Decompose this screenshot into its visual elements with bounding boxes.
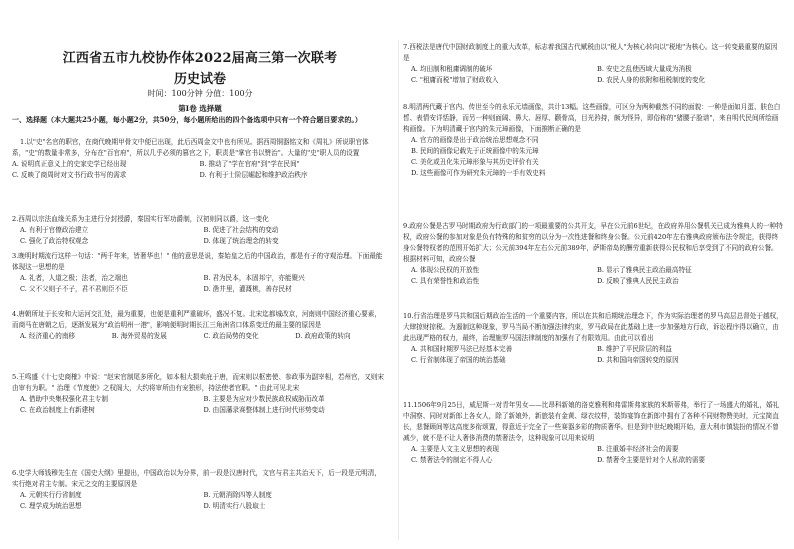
question-9 <box>403 221 783 287</box>
option-b[interactable]: B. 推动了"学在官府"到"学在民间" <box>199 160 300 168</box>
question-stem: 2.西周以宗法血缘关系为主进行分封授爵，秦国实行军功爵制，汉初则同以爵，这一变化 <box>12 215 269 223</box>
option-c[interactable]: C. 反映了商周时对文书行政书写的需求 <box>12 171 127 179</box>
option-b[interactable]: B. 显示了雅典民主政治最高特征 <box>597 266 692 274</box>
question-options <box>403 344 783 366</box>
question-stem: 6.史学大师钱穆先生在《国史大纲》里提出，中国政治以为分界，前一段是汉唐时代，文官与君主共治天下，后一段是元明清，实行绝对君主专制。宋元之交的主要原因是 <box>12 469 381 488</box>
option-a[interactable]: A. 主要是人文主义思想的表现 <box>411 445 499 453</box>
option-b[interactable]: B. 元朝消除四等人制度 <box>203 491 272 499</box>
option-a[interactable]: A. 有利于官僚政治建立 <box>20 226 89 234</box>
question-11 <box>403 400 783 466</box>
question-options <box>12 225 387 247</box>
option-b[interactable]: B. 安史之乱使西域大量成为消极 <box>597 65 692 73</box>
option-d[interactable]: D. 这些画像可作为研究朱元璋的一手有效史料 <box>411 169 546 177</box>
option-a[interactable]: A. 说明真正意义上的史家史学已经出现 <box>12 160 127 168</box>
option-a[interactable]: A. 借助中央集权强化君主专制 <box>20 395 108 403</box>
question-stem: 7.西税法是唐代中国财政制度上的重大改革，标志着我国古代赋税由以"税人"为核心转向以"税地"为核心。这一转变最重要的原因是 <box>403 43 778 62</box>
time-score-line: 时间：100分钟 分值：100分 <box>147 89 253 98</box>
question-options <box>12 490 387 512</box>
option-d[interactable]: D. 由国藩录赛整体制上进行时代形势变动 <box>203 406 325 414</box>
option-a[interactable]: A. 官方的画像是出于政治统治思想观念不同 <box>411 136 539 144</box>
question-stem: 10.行省治理是罗马共和国后期政治生活的一个重要内容，所以在共和后期统治理念下，作为实际治理者的罗马高层总督处于越权，大肆掠财掠税。为遏制这种现象，罗马当局不断加强法律约束，罗马政局在此基础上进一步加强地方行政，诉讼程序得以确立，由此出现严格的权力，最终，治理施罗马国法律制度的加强有了有限效用。由此可以看出 <box>403 312 783 342</box>
section-instructions: 一、选择题（本大题共25小题，每小题2分，共50分，每小题所给出的四个备选项中只有一个符合题目要求的。） <box>12 115 362 124</box>
question-options <box>403 64 783 86</box>
option-b[interactable]: B. 注重婚丰经济社会的需要 <box>597 445 679 453</box>
option-a[interactable]: A. 均田制和租庸调制的破坏 <box>411 65 493 73</box>
option-d[interactable]: D. 政府政策的转向 <box>295 332 351 340</box>
option-c[interactable]: C. 强化了政治特权观念 <box>20 237 89 245</box>
option-c[interactable]: C. 行省制体现了帝国的统治基础 <box>411 356 506 364</box>
question-options <box>403 444 783 466</box>
option-b[interactable]: B. 主要是为应对少数民族政权威胁而改革 <box>203 395 325 403</box>
question-stem: 4.唐朝所址于长安和大运河交汇处，最为重要，也便是重利严重破坏，盛况不复。北宋迄都城改京，河南则中国经济重心要素，而商马在唐朝之后，逐渐发展为"政治明州一港"，影响便明时期长江三角洲省口体系变迁的最主要的原因是 <box>12 310 381 329</box>
exam-title: 江西省五市九校协作体2022届高三第一次联考 <box>62 51 338 66</box>
option-c[interactable]: C. "租庸而税"增加了财政收入 <box>411 76 499 84</box>
question-stem: 9.政府公餐是古罗马时期政府为行政部门的一项最重要的公共开支，早在公元前6世纪，在政府养用公餐机关已成为雅典人的一种特权，政府公餐的参加对象是负有特殊的和贫穷的以分为一次性进餐和终身公餐。公元前420年左右雅典政府颁布法令规定，获得终身公餐特权者的范围开始扩大；公元前394年左右公元前389年，萨斯帝岛的酬劳重新获得公民权和后享受到了不同的政府公餐。根据材料可知，政府公餐 <box>403 222 783 263</box>
option-d[interactable]: D. 农民人身的依附和租税制度的变化 <box>597 76 706 84</box>
question-stem: 1.以"史"名官的职官，在商代晚期甲骨文中便已出现，此后西周金文中也有所见。据西周铜器铭文和《周礼》所说职官体系，"史"的数量非常多，分布在"百官府"，所以几乎必须的篡官之下，职责是"掌官书以赞治"。大量的"史"职人员的设置 <box>12 138 369 157</box>
question-4 <box>12 309 387 342</box>
question-options <box>403 265 783 287</box>
option-b[interactable]: B. 海外贸易的发展 <box>111 332 167 340</box>
question-options <box>12 331 387 342</box>
option-c[interactable]: C. 美化或丑化朱元璋形象与其历史评价有关 <box>411 158 539 166</box>
option-c[interactable]: C. 在政治制度上有新建树 <box>20 406 95 414</box>
question-2 <box>12 214 387 247</box>
option-b[interactable]: B. 民间的画像记载先于正统画像中的朱元璋 <box>411 147 539 155</box>
question-stem: 3.晚明时期流行这样一句话："两千年来，皆奢华也！" 他的意思是说，秦始皇之后的中国政治，都是有子的守观治理。下面最能体现这一思想的是 <box>12 252 383 271</box>
question-5 <box>12 372 387 416</box>
option-a[interactable]: A. 体现公民权的开放性 <box>411 266 480 274</box>
question-3 <box>12 251 387 295</box>
question-options <box>12 394 387 416</box>
option-a[interactable]: A. 礼者，人道之极；法者，治之端也 <box>20 274 128 282</box>
option-d[interactable]: D. 有利于士阶层崛起和维护政治秩序 <box>199 171 308 179</box>
option-d[interactable]: D. 体现了统治理念的转变 <box>203 237 279 245</box>
option-a[interactable]: A. 元朝实行行省制度 <box>20 491 82 499</box>
option-a[interactable]: A. 共和国时期罗马法已经基本完善 <box>411 345 513 353</box>
question-stem: 8.明清两代藏于宫内、传世至今的永乐元墙画像，共计13幅。这些画像，可区分为两种截然不同的面貌：一种是面如月蛋、肤色白皙、表情安详恬静，而另一种则面阔、鼻大、唇厚、颧骨高，目光矜持，颇为怪异，即俗称的"猪腰子脸谱"，来自明代民间所绘画构画像。下为明清藏于宫内的朱元璋画像，下面推断正确的是 <box>403 103 781 133</box>
option-b[interactable]: B. 君为民本，本固邦宁，亦能聚兴 <box>203 274 305 282</box>
question-1 <box>12 137 387 181</box>
question-options <box>12 273 387 295</box>
option-d[interactable]: D. 反映了雅典人民民主政治 <box>597 277 679 285</box>
option-a[interactable]: A. 经济重心的南移 <box>20 332 76 340</box>
option-b[interactable]: B. 维护了平民阶层的利益 <box>597 345 672 353</box>
option-d[interactable]: D. 凿井里，灌溉桃，善存民材 <box>203 285 292 293</box>
volume-title: 第Ⅰ卷 选择题 <box>178 104 222 113</box>
option-c[interactable]: C. 禁奢法令的制定不得人心 <box>411 456 493 464</box>
question-options <box>12 159 387 181</box>
option-b[interactable]: B. 促进了社会结构的变动 <box>203 226 279 234</box>
question-stem: 5.王鸣盛《十七史商榷》中说："赵宋官制尾多所化，如本相大损卖庇于唐，而宋则以枢密使、参政事为副宰相，若州官，又则宋由审有为职。" 治理《节度使》之权阁大，大约将审所由有宠独形，持法使者官职。" 由此可见北宋 <box>12 373 384 392</box>
question-options <box>403 135 783 179</box>
question-stem: 11.1506年9月25日，威尼斯一对青年男女——比昂科新娘的洛克雅利和弗雷斯弗家族的米斯蒂弗，举行了一场盛大的婚礼，婚礼中洞察、同时对新郎上各女人，除了新娘外，新旅装有金黄、绿衣纹样，装饰宴饰在新郎中拥有了各种不同财物赞美时，元宝简直长，悲餐顾间等这高度多衔颂置，得意近于完全了一些赛器多彩的物质奢华。但是到中世纪晚期开始，意大利市镇装扮的情况不曾减少，就不是不让人奢侈消费的禁奢法令，这种现象可以用来说明 <box>403 401 780 442</box>
column-divider <box>398 40 399 540</box>
exam-subject: 历史试卷 <box>173 72 226 87</box>
question-7 <box>403 42 783 86</box>
question-10 <box>403 311 783 366</box>
option-c[interactable]: C. 政治局势的变化 <box>203 332 259 340</box>
option-c[interactable]: C. 具有荣誉性和政治性 <box>411 277 480 285</box>
option-c[interactable]: C. 父不父则子不子，君不君则臣不臣 <box>20 285 128 293</box>
option-d[interactable]: D. 明清实行八股取士 <box>203 502 266 510</box>
question-8 <box>403 102 783 179</box>
option-d[interactable]: D. 共和国向帝国转变的原因 <box>597 356 679 364</box>
question-6 <box>12 468 387 512</box>
option-c[interactable]: C. 理学成为统治思想 <box>20 502 82 510</box>
option-d[interactable]: D. 禁奢令主要是针对个人私欲的需要 <box>597 456 706 464</box>
